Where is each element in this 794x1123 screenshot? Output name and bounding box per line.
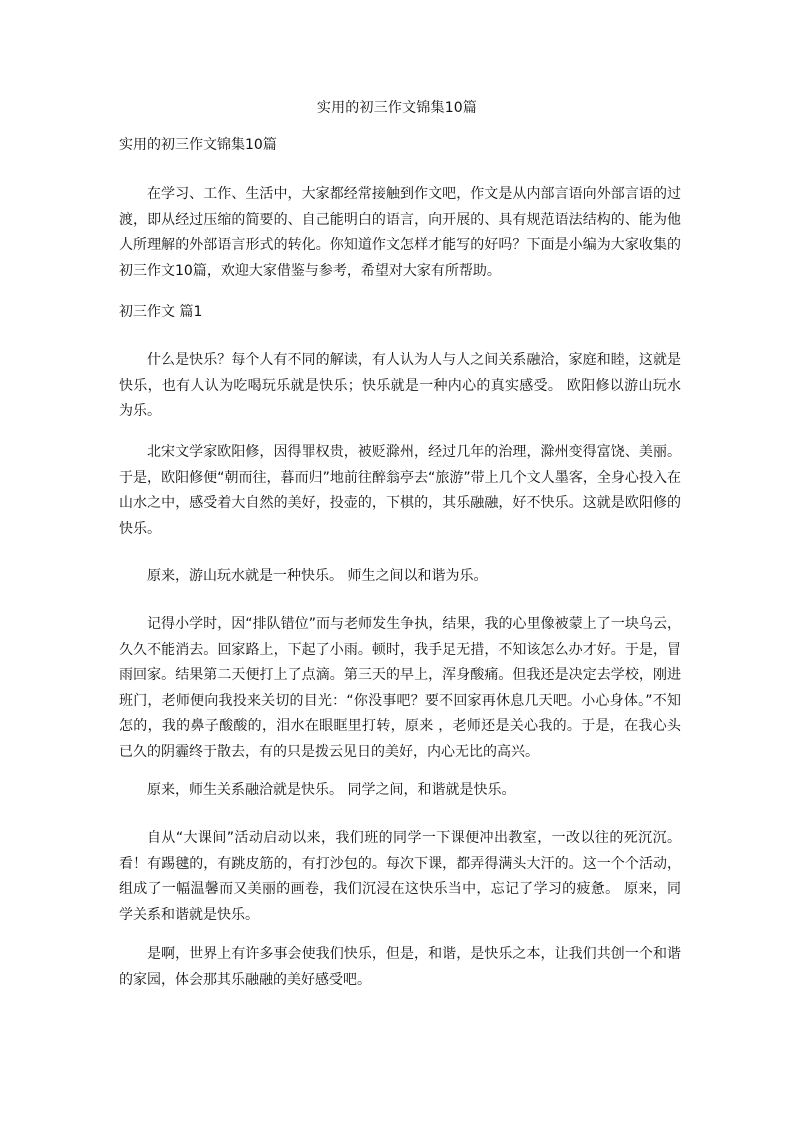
paragraph-2: 北宋文学家欧阳修，因得罪权贵，被贬滁州，经过几年的治理，滁州变得富饶、美丽。于是，欧阳修便“朝而往，暮而归”地前往醉翁亭去“旅游”带上几个文人墨客，全身心投入在山水之中，感受着大自然的美好，投壶的，下棋的，其乐融融，好不快乐。这就是欧阳修的快乐。 <box>119 444 681 537</box>
paragraph-6: 自从“大课间”活动启动以来，我们班的同学一下课便冲出教室，一改以往的死沉沉。看！有踢毽的，有跳皮筋的，有打沙包的。每次下课，都弄得满头大汗的。这一个个活动，组成了一幅温馨而又美丽的画卷，我们沉浸在这快乐当中，忘记了学习的疲惫。 原来，同学关系和谐就是快乐。 <box>119 830 681 923</box>
section-heading: 初三作文 篇1 <box>119 304 203 320</box>
paragraph-7: 是啊，世界上有许多事会使我们快乐，但是，和谐，是快乐之本，让我们共创一个和谐的家园，体会那其乐融融的美好感受吧。 <box>119 946 681 988</box>
document-subtitle: 实用的初三作文锦集10篇 <box>119 137 277 153</box>
paragraph-4: 记得小学时，因“排队错位”而与老师发生争执，结果，我的心里像被蒙上了一块乌云，久久不能消去。回家路上，下起了小雨。顿时，我手足无措，不知该怎么办才好。于是，冒雨回家。结果第二天便打上了点滴。第三天的早上，浑身酸痛。但我还是决定去学校，刚进班门，老师便向我投来关切的目光：“你没事吧？要不回家再休息几天吧。小心身体。”不知怎的，我的鼻子酸酸的，泪水在眼眶里打转，原来 ，老师还是关心我的。于是，在我心头已久的阴霾终于散去，有的只是拨云见日的美好，内心无比的高兴。 <box>119 616 681 760</box>
intro-paragraph: 在学习、工作、生活中，大家都经常接触到作文吧，作文是从内部言语向外部言语的过渡，即从经过压缩的简要的、自己能明白的语言，向开展的、具有规范语法结构的、能为他人所理解的外部语言形式的转化。你知道作文怎样才能写的好吗？下面是小编为大家收集的初三作文10篇，欢迎大家借鉴与参考，希望对大家有所帮助。 <box>119 186 681 279</box>
document-title: 实用的初三作文锦集10篇 <box>316 100 478 116</box>
paragraph-3: 原来，游山玩水就是一种快乐。 师生之间以和谐为乐。 <box>147 568 488 584</box>
paragraph-1: 什么是快乐？每个人有不同的解读，有人认为人与人之间关系融洽，家庭和睦，这就是快乐，也有人认为吃喝玩乐就是快乐；快乐就是一种内心的真实感受。 欧阳修以游山玩水为乐。 <box>119 352 681 419</box>
paragraph-5: 原来，师生关系融洽就是快乐。 同学之间，和谐就是快乐。 <box>147 782 516 798</box>
